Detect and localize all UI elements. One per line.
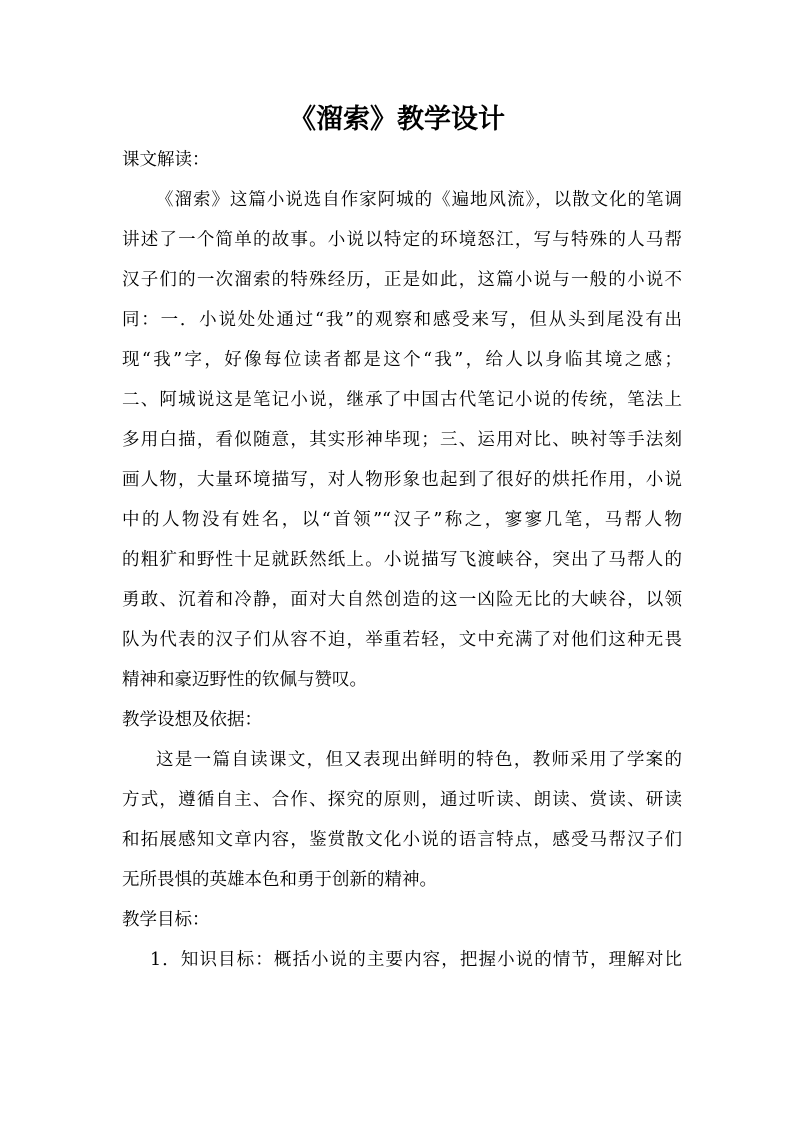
paragraph-line: 现“我”字，好像每位读者都是这个“我”，给人以身临其境之感； xyxy=(122,350,682,370)
section-heading-rationale: 教学设想及依据： xyxy=(122,710,262,730)
section-heading-objectives: 教学目标： xyxy=(122,910,210,930)
paragraph-line: 队为代表的汉子们从容不迫，举重若轻，文中充满了对他们这种无畏 xyxy=(122,630,682,650)
paragraph-line: 《溜索》这篇小说选自作家阿城的《遍地风流》，以散文化的笔调 xyxy=(156,190,682,210)
paragraph-line: 方式，遵循自主、合作、探究的原则，通过听读、朗读、赏读、研读 xyxy=(122,790,682,810)
paragraph-line: 的粗犷和野性十足就跃然纸上。小说描写飞渡峡谷，突出了马帮人的 xyxy=(122,550,682,570)
paragraph-line: 无所畏惧的英雄本色和勇于创新的精神。 xyxy=(122,870,437,890)
paragraph-line: 二、阿城说这是笔记小说，继承了中国古代笔记小说的传统，笔法上 xyxy=(122,390,682,410)
paragraph-line: 勇敢、沉着和冷静，面对大自然创造的这一凶险无比的大峡谷，以领 xyxy=(122,590,682,610)
paragraph-line: 1．知识目标：概括小说的主要内容，把握小说的情节，理解对比 xyxy=(150,950,682,970)
document-title: 《溜索》教学设计 xyxy=(289,104,505,135)
paragraph-line: 多用白描，看似随意，其实形神毕现；三、运用对比、映衬等手法刻 xyxy=(122,430,682,450)
paragraph-line: 精神和豪迈野性的钦佩与赞叹。 xyxy=(122,670,367,690)
paragraph-line: 中的人物没有姓名，以“首领”“汉子”称之，寥寥几笔，马帮人物 xyxy=(122,510,682,530)
paragraph-line: 和拓展感知文章内容，鉴赏散文化小说的语言特点，感受马帮汉子们 xyxy=(122,830,682,850)
paragraph-line: 汉子们的一次溜索的特殊经历，正是如此，这篇小说与一般的小说不 xyxy=(122,270,682,290)
paragraph-line: 画人物，大量环境描写，对人物形象也起到了很好的烘托作用，小说 xyxy=(122,470,682,490)
paragraph-line: 讲述了一个简单的故事。小说以特定的环境怒江，写与特殊的人马帮 xyxy=(122,230,682,250)
paragraph-line: 这是一篇自读课文，但又表现出鲜明的特色，教师采用了学案的 xyxy=(156,750,682,770)
section-heading-interpretation: 课文解读： xyxy=(122,150,210,170)
paragraph-line: 同：一．小说处处通过“我”的观察和感受来写，但从头到尾没有出 xyxy=(122,310,682,330)
